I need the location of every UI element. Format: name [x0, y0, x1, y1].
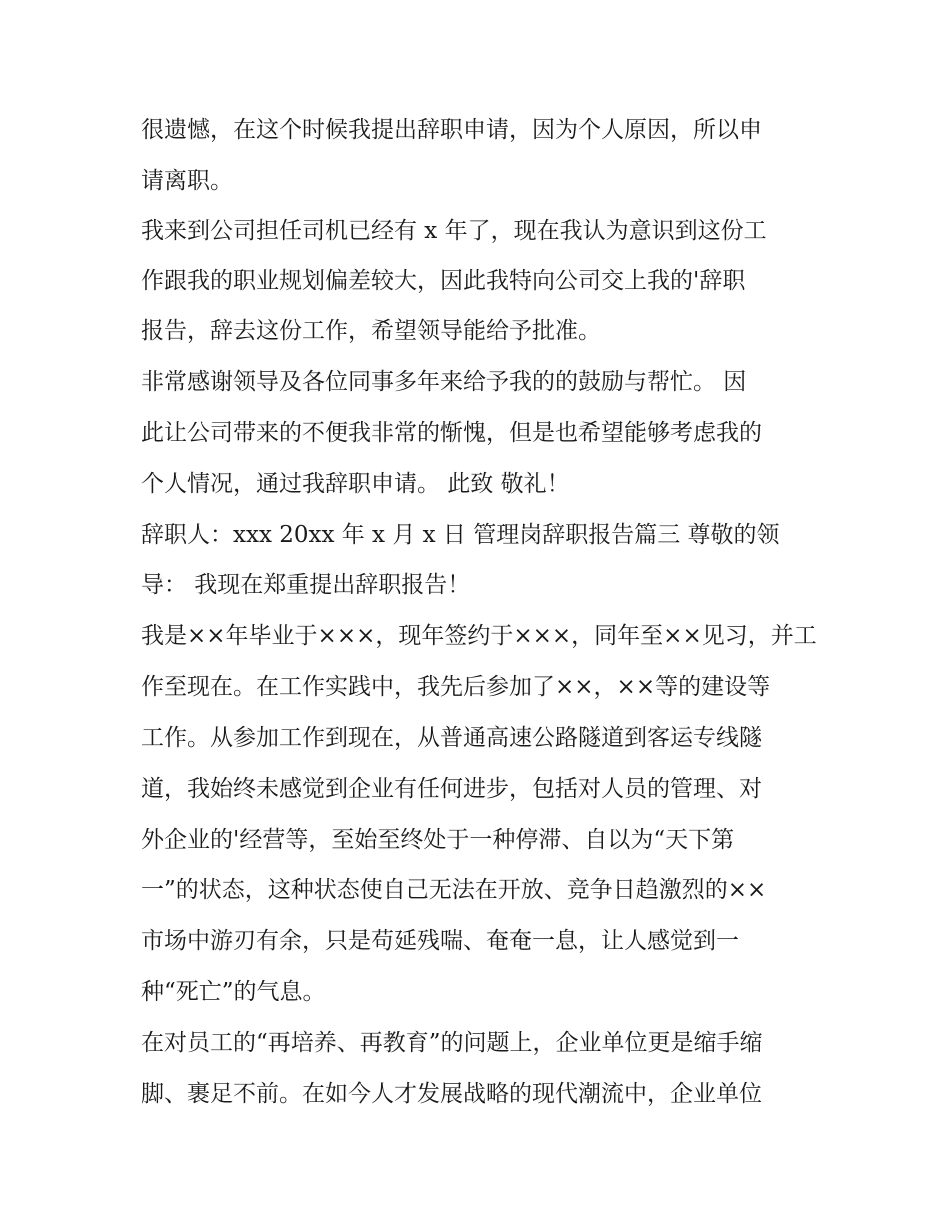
text-line: 此让公司带来的不便我非常的惭愧，但是也希望能够考虑我的	[141, 420, 762, 446]
text-line: 作跟我的职业规划偏差较大，因此我特向公司交上我的'辞职	[141, 268, 746, 294]
text-line: 辞职人：xxx 20xx 年 x 月 x 日 管理岗辞职报告篇三 尊敬的领	[141, 522, 780, 548]
text-line: 我来到公司担任司机已经有 x 年了，现在我认为意识到这份工	[141, 218, 767, 244]
text-line: 我是××年毕业于×××，现年签约于×××，同年至××见习，并工	[141, 623, 817, 649]
text-line: 很遗憾，在这个时候我提出辞职申请，因为个人原因，所以申	[141, 117, 762, 143]
text-line: 道，我始终未感觉到企业有任何进步，包括对人员的管理、对	[141, 776, 762, 802]
text-line: 一”的状态，这种状态使自己无法在开放、竞争日趋激烈的××	[141, 877, 767, 903]
text-line: 在对员工的“再培养、再教育”的问题上，企业单位更是缩手缩	[141, 1030, 763, 1056]
text-line: 种“死亡”的气息。	[141, 979, 326, 1005]
text-line: 外企业的'经营等，至始至终处于一种停滞、自以为“天下第	[141, 827, 735, 853]
text-line: 非常感谢领导及各位同事多年来给予我的的鼓励与帮忙。 因	[141, 369, 747, 395]
text-line: 个人情况，通过我辞职申请。 此致 敬礼！	[141, 471, 570, 497]
text-line: 作至现在。在工作实践中，我先后参加了××，××等的建设等	[141, 674, 771, 700]
text-line: 请离职。	[141, 168, 233, 194]
text-line: 报告，辞去这份工作，希望领导能给予批准。	[141, 318, 601, 344]
text-line: 工作。从参加工作到现在，从普通高速公路隧道到客运专线隧	[141, 725, 762, 751]
text-line: 脚、裹足不前。在如今人才发展战略的现代潮流中，企业单位	[141, 1081, 762, 1107]
text-line: 导： 我现在郑重提出辞职报告！	[141, 572, 471, 598]
text-line: 市场中游刃有余，只是苟延残喘、奄奄一息，让人感觉到一	[141, 928, 739, 954]
